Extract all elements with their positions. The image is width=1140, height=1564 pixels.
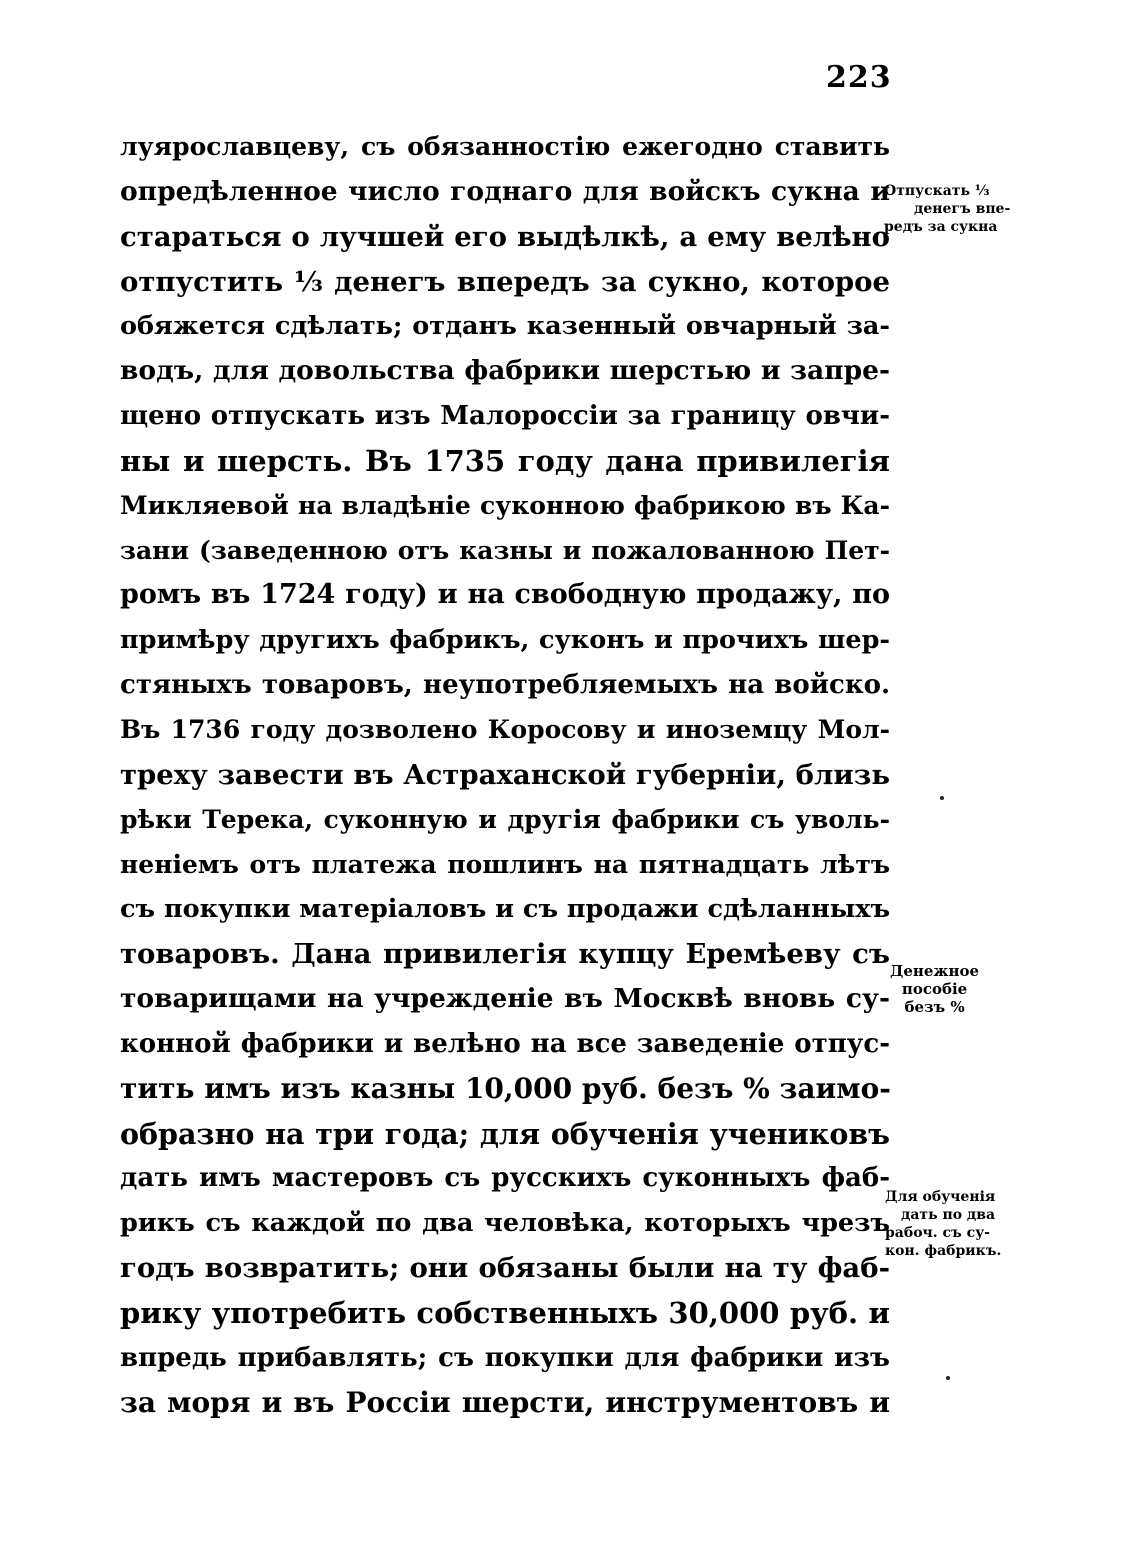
text-line: неніемъ отъ платежа пошлинъ на пятнадцать лѣтъ xyxy=(120,849,890,879)
sidenote-line: Для обученія xyxy=(885,1189,996,1205)
sidenote-line: Денежное xyxy=(890,962,980,980)
ink-speck xyxy=(940,796,944,800)
ink-speck xyxy=(946,1376,950,1380)
sidenote-training xyxy=(885,1188,1001,1260)
sidenote-line: безъ % xyxy=(904,998,965,1016)
sidenote-line: дать по два xyxy=(901,1207,996,1223)
text-line: примѣру другихъ фабрикъ, суконъ и прочихъ шер- xyxy=(120,625,890,656)
text-line: луярославцеву, съ обязанностію ежегодно ставить xyxy=(120,132,890,161)
sidenote-advance xyxy=(884,182,1010,236)
text-line: дать имъ мастеровъ съ русскихъ суконныхъ фаб- xyxy=(120,1163,890,1194)
text-line: щено отпускать изъ Малороссіи за границу овчи- xyxy=(120,401,890,432)
text-line: конной фабрики и велѣно на все заведеніе отпус- xyxy=(120,1028,890,1059)
sidenote-line: кон. фабрикъ. xyxy=(885,1243,1002,1259)
text-line: за моря и въ Россіи шерсти, инструментовъ и xyxy=(120,1385,890,1419)
text-line: рику употребить собственныхъ 30,000 руб. и xyxy=(120,1295,890,1330)
sidenote-line: Отпускать ⅓ xyxy=(884,183,990,199)
text-line: ромъ въ 1724 году) и на свободную продажу, по xyxy=(120,579,890,611)
text-line: тить имъ изъ казны 10,000 руб. безъ % заимо- xyxy=(120,1071,891,1105)
text-line: ны и шерсть. Въ 1735 году дана привилегія xyxy=(120,443,890,478)
text-line: товарищами на учрежденіе въ Москвѣ вновь су- xyxy=(120,983,890,1015)
text-line: товаровъ. Дана привилегія купцу Еремѣеву съ xyxy=(120,938,890,971)
text-line: стараться о лучшей его выдѣлкѣ, а ему велѣно xyxy=(120,220,890,253)
sidenote-line: рабоч. съ су- xyxy=(885,1225,990,1241)
text-line: годъ возвратить; они обязаны были на ту фаб- xyxy=(120,1252,890,1285)
text-line: треху завести въ Астраханской губерніи, близь xyxy=(120,758,890,791)
text-line: рикъ съ каждой по два человѣка, которыхъ чрезъ xyxy=(120,1208,890,1239)
text-line: образно на три года; для обученія учениковъ xyxy=(120,1116,890,1151)
text-line: обяжется сдѣлать; отданъ казенный овчарный за- xyxy=(120,311,890,342)
sidenote-line: пособіе xyxy=(901,980,968,998)
text-line: Микляевой на владѣніе суконною фабрикою въ Ка- xyxy=(120,490,890,520)
page-number: 223 xyxy=(826,60,892,95)
text-line: опредѣленное число годнаго для войскъ сукна и xyxy=(120,175,890,207)
text-line: водъ, для довольства фабрики шерстью и запре- xyxy=(120,355,890,387)
text-line: отпустить ⅓ денегъ впередъ за сукно, которое xyxy=(120,265,890,298)
text-line: Въ 1736 году дозволено Коросову и иноземцу Мол- xyxy=(120,714,890,744)
text-line: съ покупки матеріаловъ и съ продажи сдѣланныхъ xyxy=(120,894,891,925)
main-text xyxy=(120,125,890,1425)
sidenote-money xyxy=(890,962,979,1016)
text-line: стяныхъ товаровъ, неупотребляемыхъ на войско. xyxy=(120,670,890,701)
sidenote-line: денегъ впе- xyxy=(914,201,1011,217)
sidenote-line: редъ за сукна xyxy=(884,219,998,235)
text-line: рѣки Терека, суконную и другія фабрики съ уволь- xyxy=(120,804,890,834)
text-line: зани (заведенною отъ казны и пожалованною Пет- xyxy=(120,535,890,565)
text-line: впредь прибавлять; съ покупки для фабрики изъ xyxy=(120,1342,890,1373)
